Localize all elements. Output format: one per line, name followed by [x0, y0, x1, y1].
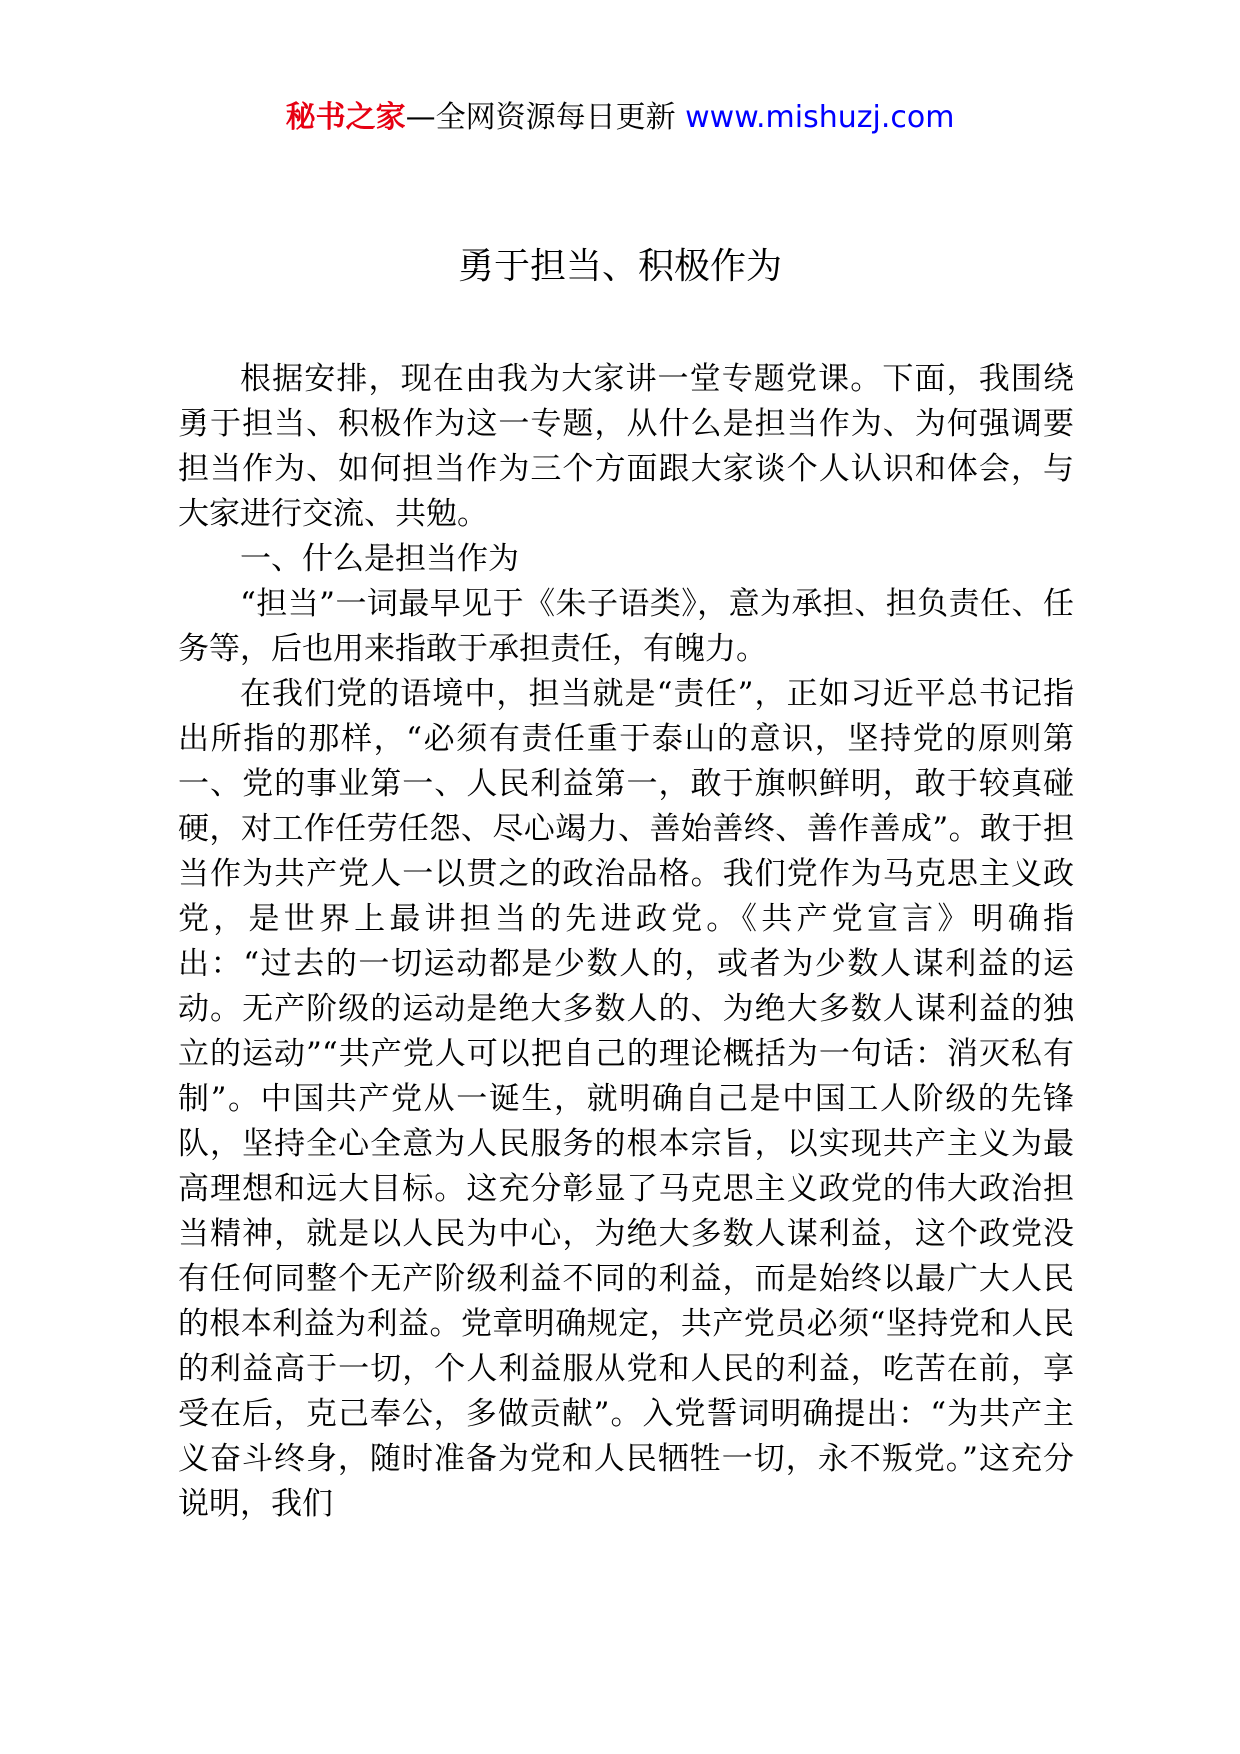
paragraph-party-context: 在我们党的语境中，担当就是“责任”，正如习近平总书记指出所指的那样，“必须有责任重于泰山的意识，坚持党的原则第一、党的事业第一、人民利益第一，敢于旗帜鲜明，敢于较真碰硬，对工作任劳任怨、尽心竭力、善始善终、善作善成”。敢于担当作为共产党人一以贯之的政治品格。我们党作为马克思主义政党，是世界上最讲担当的先进政党。《共产党宣言》明确指出：“过去的一切运动都是少数人的，或者为少数人谋利益的运动。无产阶级的运动是绝大多数人的、为绝大多数人谋利益的独立的运动”“共产党人可以把自己的理论概括为一句话：消灭私有制”。中国共产党从一诞生，就明确自己是中国工人阶级的先锋队，坚持全心全意为人民服务的根本宗旨，以实现共产主义为最高理想和远大目标。这充分彰显了马克思主义政党的伟大政治担当精神，就是以人民为中心，为绝大多数人谋利益，这个政党没有任何同整个无产阶级利益不同的利益，而是始终以最广大人民的根本利益为利益。党章明确规定，共产党员必须“坚持党和人民的利益高于一切，个人利益服从党和人民的利益，吃苦在前，享受在后，克己奉公，多做贡献”。入党誓词明确提出：“为共产主义奋斗终身，随时准备为党和人民牺牲一切，永不叛党。”这充分说明，我们 [178, 676, 1074, 1522]
page-header [0, 98, 1240, 138]
paragraph-definition: “担当”一词最早见于《朱子语类》，意为承担、担负责任、任务等，后也用来指敢于承担责任，有魄力。 [178, 586, 1074, 667]
paragraph-intro: 根据安排，现在由我为大家讲一堂专题党课。下面，我围绕勇于担当、积极作为这一专题，从什么是担当作为、为何强调要担当作为、如何担当作为三个方面跟大家谈个人认识和体会，与大家进行交流、共勉。 [178, 361, 1074, 532]
site-url-link[interactable]: www.mishuzj.com [685, 100, 955, 135]
section-heading: 一、什么是担当作为 [240, 541, 519, 577]
brand-name: 秘书之家 [285, 100, 406, 135]
document-title: 勇于担当、积极作为 [457, 246, 782, 287]
document-body [178, 357, 1074, 1527]
header-tagline: —全网资源每日更新 [405, 100, 686, 135]
